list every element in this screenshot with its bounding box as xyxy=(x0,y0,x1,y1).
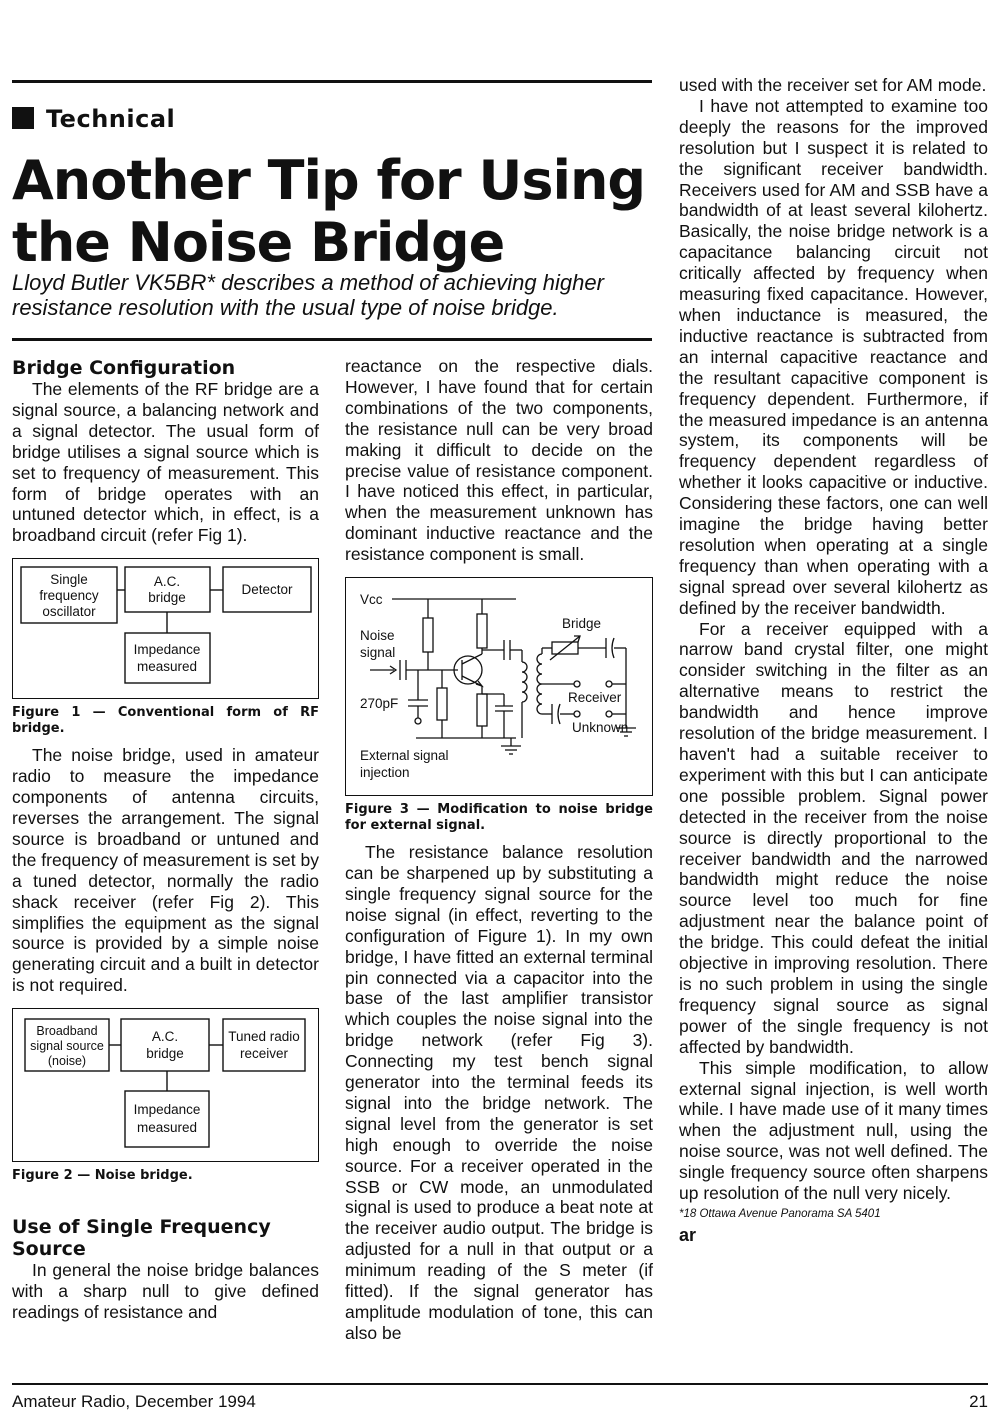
fig1-bridge-line-2: bridge xyxy=(148,590,186,606)
fig1-detector: Detector xyxy=(241,582,293,598)
footer-rule xyxy=(12,1383,988,1385)
header-bottom-rule xyxy=(12,338,652,341)
paragraph: This simple modification, to allow external signal injection, is well worth while. I have made use of it many times when the adjustment null, using the noise source, was not well defined. The single frequency source often sharpens up resolution of the null very nicely. xyxy=(679,1057,988,1204)
column-3 xyxy=(679,75,988,1246)
end-mark: ar xyxy=(679,1224,697,1245)
square-bullet-icon xyxy=(12,107,34,129)
fig2-receiver-line-2: receiver xyxy=(239,1046,289,1062)
fig2-source-line-3: (noise) xyxy=(47,1054,87,1069)
footer-page-number: 21 xyxy=(969,1392,988,1411)
paragraph: In general the noise bridge balances with a sharp null to give defined readings of resistance and xyxy=(12,1260,319,1322)
heading-single-frequency-source: Use of Single Frequency Source xyxy=(12,1216,271,1261)
fig3-external-label-line-2: injection xyxy=(360,765,410,781)
fig2-impedance-line-1: Impedance xyxy=(133,1102,201,1118)
fig1-oscillator-line-2: frequency xyxy=(39,588,99,604)
figure-3-caption: Figure 3 — Modification to noise bridge for external signal. xyxy=(345,802,653,834)
paragraph: I have not attempted to examine too deeply the reasons for the improved resolution but I suspect it is related to the significant receiver bandwidth. Receivers used for AM and SSB have a bandwidth of at least several kilohertz. Basically, the noise bridge network is a capacitance balancing circuit not critically affected by frequency when measuring fixed capacitance. However, when inductance is measured, the inductive reactance is subtracted from an internal capacitive reactance and the resultant capacitive component is frequency dependent. Furthermore, if the measured impedance is an antenna system, its components will be frequency dependent regardless of whether it looks capacitive or inductive. Considering these factors, one can well imagine the bridge having better resolution when operating at a single frequency than when operating with a signal spread over several kilohertz as defined by the receiver bandwidth. xyxy=(679,95,988,618)
article-title xyxy=(12,150,652,274)
fig3-noise-label-line-1: Noise xyxy=(360,628,395,644)
paragraph: used with the receiver set for AM mode. xyxy=(679,75,987,95)
fig1-oscillator-line-3: oscillator xyxy=(42,604,96,620)
heading-bridge-configuration: Bridge Configuration xyxy=(12,357,236,379)
figure-2-caption: Figure 2 — Noise bridge. xyxy=(12,1168,193,1184)
fig3-noise-label-line-2: signal xyxy=(360,645,396,661)
fig1-oscillator-line-1: Single xyxy=(50,572,88,588)
paragraph: The elements of the RF bridge are a signal source, a balancing network and a signal detector. The usual form of bridge utilises a signal source which is set to frequency of measurement. This form of bridge operates with an untuned detector which, in effect, is a broadband circuit (refer Fig 1). xyxy=(12,379,319,546)
column-2 xyxy=(345,356,653,1344)
fig1-impedance-line-1: Impedance xyxy=(133,642,201,658)
title-line-1: Another Tip for Using xyxy=(12,149,646,212)
author-address: *18 Ottawa Avenue Panorama SA 5401 xyxy=(679,1207,881,1220)
fig2-bridge-line-2: bridge xyxy=(146,1046,184,1062)
fig2-bridge-line-1: A.C. xyxy=(151,1029,179,1045)
fig3-receiver-label: Receiver xyxy=(568,690,622,706)
fig3-bridge-label: Bridge xyxy=(562,616,602,632)
footer-publication: Amateur Radio, December 1994 xyxy=(12,1392,256,1411)
fig1-bridge-line-1: A.C. xyxy=(153,574,181,590)
figure-1-caption: Figure 1 — Conventional form of RF bridge. xyxy=(12,705,319,737)
top-rule xyxy=(12,80,652,83)
section-label: Technical xyxy=(46,105,176,133)
fig2-receiver-line-1: Tuned radio xyxy=(228,1029,300,1045)
figure-3 xyxy=(345,577,653,796)
paragraph: The resistance balance resolution can be sharpened up by substituting a single frequency signal source for the noise signal (in effect, reverting to the configuration of Figure 1). In my own bridge, I have fitted an external terminal pin connected via a capacitor into the base of the last amplifier transistor which couples the noise signal into the bridge network (refer Fig 3). Connecting my test bench signal generator into the terminal feeds its signal into the bridge network. The signal level from the generator is set high enough to override the noise source. For a receiver operated in the SSB or CW mode, an unmodulated signal is used to produce a beat note at the receiver audio output. The bridge is adjusted for a null in that output or a minimum reading of the S meter (if fitted). If the signal generator has amplitude modulation of tone, this can also be xyxy=(345,842,653,1343)
section-heading xyxy=(12,105,175,133)
paragraph: reactance on the respective dials. However, I have found that for certain combinations of the two components, the resistance null can be very broad making it difficult to decide on the precise value of resistance component. I have noticed this effect, in particular, when the measurement unknown has dominant inductive reactance and the resistance component is small. xyxy=(345,356,653,565)
title-line-2: the Noise Bridge xyxy=(12,211,505,274)
paragraph: The noise bridge, used in amateur radio to measure the impedance components of antenna circuits, reverses the arrangement. The signal source is broadband or untuned and the frequency of measurement is set by a tuned detector, normally the radio shack receiver (refer Fig 2). This simplifies the equipment as the signal source is provided by a simple noise generating circuit and a built in detector is not required. xyxy=(12,745,319,996)
column-1 xyxy=(12,357,319,1323)
fig3-vcc-label: Vcc xyxy=(360,592,383,608)
fig2-impedance-line-2: measured xyxy=(136,1120,198,1136)
fig3-capacitor-label: 270pF xyxy=(360,696,399,712)
fig2-source-line-1: Broadband xyxy=(36,1024,98,1039)
article-subtitle: Lloyd Butler VK5BR* describes a method of achieving higher resistance resolution with the usual type of noise bridge. xyxy=(12,270,604,320)
fig3-unknown-label: Unknown xyxy=(572,720,629,736)
figure-1 xyxy=(12,558,319,699)
fig1-impedance-line-2: measured xyxy=(136,659,198,675)
figure-2 xyxy=(12,1008,319,1162)
paragraph: For a receiver equipped with a narrow band crystal filter, one might consider switching in the filter as an alternative means to restrict the bandwidth and hence improve resolution of the bridge measurement. I haven't had a suitable receiver to experiment with this but I can anticipate one possible problem. Signal power detected in the receiver from the noise source is directly proportional to the receiver bandwidth and the narrowed bandwidth might reduce the noise source level too much for fine adjustment near the balance point of the bridge. This could defeat the initial objective in improving resolution. There is no such problem in using the single frequency signal source as signal power of the single frequency is not affected by bandwidth. xyxy=(679,618,988,1057)
fig2-source-line-2: signal source xyxy=(30,1039,104,1054)
fig3-external-label-line-1: External signal xyxy=(360,748,449,764)
